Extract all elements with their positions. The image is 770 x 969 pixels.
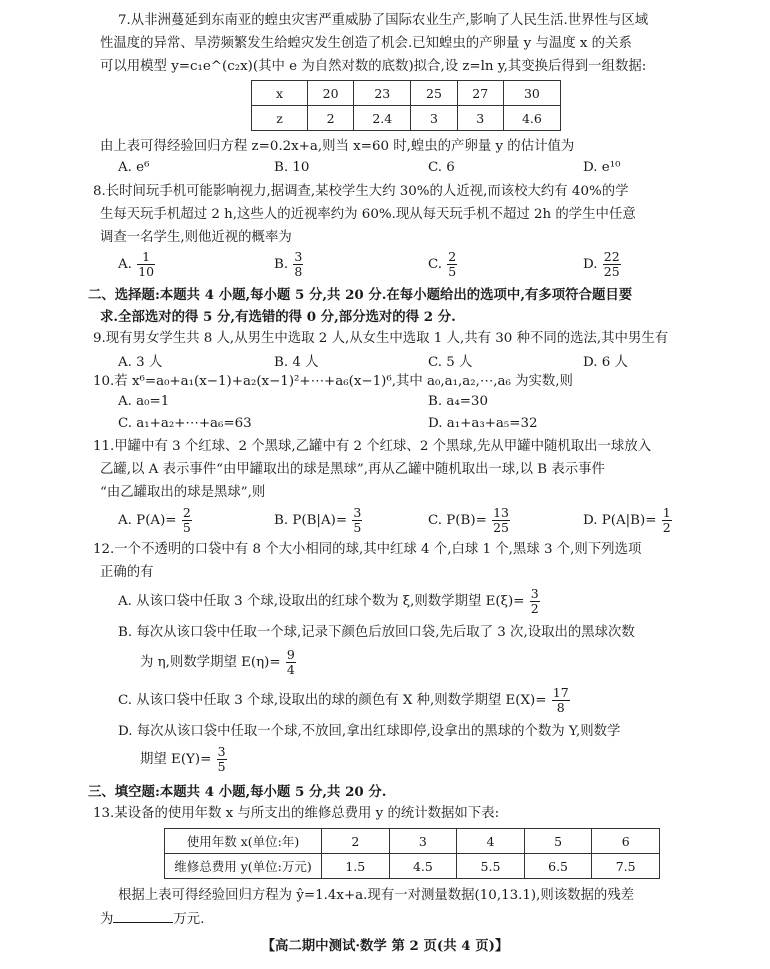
fraction: $\frac{2}{5}$ [182, 505, 191, 535]
q8-option-b [274, 250, 304, 279]
q12-option-b-line2 [140, 648, 297, 677]
q12-option-b-line1: B. 每次从该口袋中任取一个球,记录下颜色后放回口袋,先后取了 3 次,设取出的黑球次数 [118, 625, 635, 640]
q7-option-a: A. e⁶ [118, 160, 150, 175]
q10-option-a: A. a₀=1 [118, 394, 170, 409]
q9-option-d: D. 6 人 [583, 355, 628, 370]
q9-option-b: B. 4 人 [274, 355, 319, 370]
fraction: $\frac{9}{4}$ [286, 647, 295, 677]
q13-data-table [164, 828, 660, 879]
table-cell: 25 [411, 81, 457, 106]
q8-line1: 8.长时间玩手机可能影响视力,据调查,某校学生大约 30%的人近视,而该校大约有 40%的学 [93, 184, 629, 199]
table-cell: 使用年数 x(单位:年) [165, 829, 322, 854]
q10-line1: 10.若 x⁶=a₀+a₁(x−1)+a₂(x−1)²+⋯+a₆(x−1)⁶,其中 a₀,a₁,a₂,⋯,a₆ 为实数,则 [93, 374, 573, 389]
q12-option-d-line1: D. 每次从该口袋中任取一个球,不放回,拿出红球即停,设拿出的黑球的个数为 Y,则数学 [118, 724, 621, 739]
table-cell: x [252, 81, 308, 106]
option-label: D. P(A|B)= [583, 513, 657, 528]
fraction: $\frac{13}{25}$ [493, 505, 509, 535]
q13-line1: 13.某设备的使用年数 x 与所支出的维修总费用 y 的统计数据如下表: [93, 806, 500, 821]
option-label: A. P(A)= [118, 513, 177, 528]
option-label: B. P(B|A)= [274, 513, 348, 528]
q10-option-d: D. a₁+a₃+a₅=32 [428, 416, 538, 431]
table-row [165, 829, 660, 854]
q8-option-a [118, 250, 156, 279]
q8-option-d [583, 250, 622, 279]
q9-option-a: A. 3 人 [118, 355, 163, 370]
option-label: B. [274, 257, 289, 272]
q11-line1: 11.甲罐中有 3 个红球、2 个黑球,乙罐中有 2 个红球、2 个黑球,先从甲罐中随机取出一球放入 [93, 439, 652, 454]
q12-option-a [118, 587, 541, 616]
table-cell: 5.5 [457, 854, 525, 879]
q11-option-d [583, 506, 673, 535]
fraction: $\frac{3}{2}$ [530, 586, 539, 616]
q7-option-c: C. 6 [428, 160, 455, 175]
q7-line3: 可以用模型 y=c₁e^(c₂x)(其中 e 为自然对数的底数)拟合,设 z=ln y,其变换后得到一组数据: [100, 59, 647, 74]
section2-heading: 二、选择题:本题共 4 小题,每小题 5 分,共 20 分.在每小题给出的选项中,有多项符合题目要 [88, 287, 633, 303]
table-cell: 3 [411, 106, 457, 131]
option-label: A. [118, 257, 132, 272]
fraction: $\frac{1}{10}$ [138, 249, 155, 279]
q9-line1: 9.现有男女学生共 8 人,从男生中选取 2 人,从女生中选取 1 人,共有 30 种不同的选法,其中男生有 [93, 331, 669, 346]
q12-option-c [118, 686, 571, 715]
table-cell: 27 [457, 81, 503, 106]
fraction: $\frac{22}{25}$ [603, 249, 620, 279]
q11-line3: “由乙罐取出的球是黑球”,则 [100, 485, 266, 500]
q7-option-b: B. 10 [274, 160, 310, 175]
table-cell: 4.5 [389, 854, 457, 879]
fraction: $\frac{17}{8}$ [552, 685, 569, 715]
fraction: $\frac{3}{8}$ [294, 249, 303, 279]
fraction: $\frac{1}{2}$ [662, 505, 671, 535]
q11-option-c [428, 506, 511, 535]
q13-line3-prefix: 为 [100, 912, 114, 927]
table-cell: 30 [503, 81, 560, 106]
q13-line3-suffix: 万元. [173, 912, 205, 927]
table-row [252, 81, 561, 106]
answer-blank[interactable] [113, 910, 173, 923]
q10-option-c: C. a₁+a₂+⋯+a₆=63 [118, 416, 252, 431]
q12-line1: 12.一个不透明的口袋中有 8 个大小相同的球,其中红球 4 个,白球 1 个,黑球 3 个,则下列选项 [93, 542, 642, 557]
q11-line2: 乙罐,以 A 表示事件“由甲罐取出的球是黑球”,再从乙罐中随机取出一球,以 B 表示事件 [100, 462, 605, 477]
section3-heading: 三、填空题:本题共 4 小题,每小题 5 分,共 20 分. [88, 784, 387, 800]
table-cell: 4 [457, 829, 525, 854]
q8-line2: 生每天玩手机超过 2 h,这些人的近视率约为 60%.现从每天玩手机不超过 2h 的学生中任意 [100, 207, 636, 222]
q9-option-c: C. 5 人 [428, 355, 473, 370]
q7-line2: 性温度的异常、旱涝频繁发生给蝗灾发生创造了机会.已知蝗虫的产卵量 y 与温度 x 的关系 [100, 36, 632, 51]
option-text: C. 从该口袋中任取 3 个球,设取出的球的颜色有 X 种,则数学期望 E(X)= [118, 693, 547, 708]
q8-option-c [428, 250, 458, 279]
q7-line1: 7.从非洲蔓延到东南亚的蝗虫灾害严重威胁了国际农业生产,影响了人民生活.世界性与区域 [118, 13, 649, 28]
option-text: A. 从该口袋中任取 3 个球,设取出的红球个数为 ξ,则数学期望 E(ξ)= [118, 594, 525, 609]
table-row [165, 854, 660, 879]
table-cell: 7.5 [592, 854, 660, 879]
q10-option-b: B. a₄=30 [428, 394, 488, 409]
option-text: 为 η,则数学期望 E(η)= [140, 655, 281, 670]
option-text: 期望 E(Y)= [140, 752, 212, 767]
table-cell: 2 [308, 106, 354, 131]
q12-option-d-line2 [140, 745, 228, 774]
fraction: $\frac{3}{5}$ [353, 505, 362, 535]
table-cell: z [252, 106, 308, 131]
fraction: $\frac{2}{5}$ [448, 249, 457, 279]
section2-heading-cont: 求.全部选对的得 5 分,有选错的得 0 分,部分选对的得 2 分. [100, 309, 456, 325]
q11-option-b [274, 506, 363, 535]
table-cell: 5 [524, 829, 592, 854]
table-cell: 2 [322, 829, 390, 854]
q13-line3 [100, 910, 204, 929]
page-footer: 【高二期中测试·数学 第 2 页(共 4 页)】 [261, 938, 509, 954]
option-label: C. [428, 257, 443, 272]
table-cell: 1.5 [322, 854, 390, 879]
table-cell: 4.6 [503, 106, 560, 131]
table-cell: 2.4 [354, 106, 411, 131]
q7-line4: 由上表可得经验回归方程 z=0.2x+a,则当 x=60 时,蝗虫的产卵量 y 的估计值为 [100, 139, 575, 154]
table-row [252, 106, 561, 131]
q8-line3: 调查一名学生,则他近视的概率为 [100, 230, 292, 245]
q13-line2: 根据上表可得经验回归方程为 ŷ=1.4x+a.现有一对测量数据(10,13.1),则该数据的残差 [118, 888, 635, 903]
option-label: C. P(B)= [428, 513, 487, 528]
q12-line2: 正确的有 [100, 565, 154, 580]
option-label: D. [583, 257, 598, 272]
table-cell: 维修总费用 y(单位:万元) [165, 854, 322, 879]
table-cell: 3 [457, 106, 503, 131]
table-cell: 3 [389, 829, 457, 854]
fraction: $\frac{3}{5}$ [217, 744, 226, 774]
table-cell: 20 [308, 81, 354, 106]
table-cell: 6.5 [524, 854, 592, 879]
q7-data-table [251, 80, 561, 131]
q11-option-a [118, 506, 193, 535]
q7-option-d: D. e¹⁰ [583, 160, 621, 175]
table-cell: 6 [592, 829, 660, 854]
table-cell: 23 [354, 81, 411, 106]
